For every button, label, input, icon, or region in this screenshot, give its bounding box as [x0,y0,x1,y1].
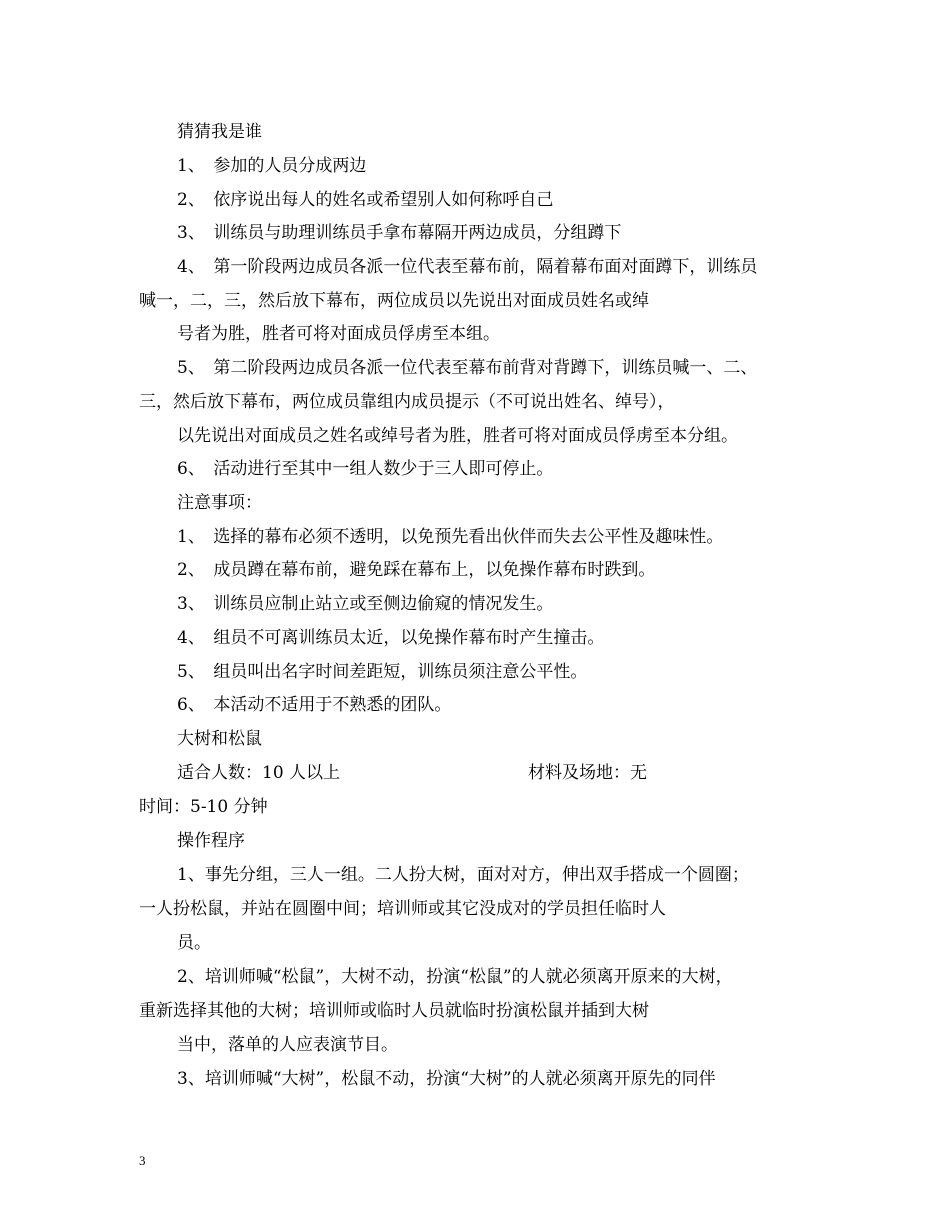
procedure-title: 操作程序 [177,831,245,851]
materials: 材料及场地：无 [528,763,647,783]
step-line: 以先说出对面成员之姓名或绰号者为胜，胜者可将对面成员俘虏至本分组。 [177,426,738,446]
procedure-line: 员。 [177,933,211,953]
procedure-line: 3、培训师喊“大树”，松鼠不动，扮演“大树”的人就必须离开原先的同伴 [177,1069,716,1089]
step-line: 2、 依序说出每人的姓名或希望别人如何称呼自己 [177,190,554,210]
note-line: 5、 组员叫出名字时间差距短，训练员须注意公平性。 [177,662,588,682]
step-line: 4、 第一阶段两边成员各派一位代表至幕布前，隔着幕布面对面蹲下，训练员 [177,257,758,277]
note-line: 2、 成员蹲在幕布前，避免踩在幕布上，以免操作幕布时跌到。 [177,560,656,580]
note-line: 4、 组员不可离训练员太近，以免操作幕布时产生撞击。 [177,628,605,648]
note-line: 1、 选择的幕布必须不透明，以免预先看出伙伴而失去公平性及趣味性。 [177,527,724,547]
people-count: 适合人数：10 人以上 [177,763,341,783]
duration: 时间：5-10 分钟 [139,797,268,817]
note-line: 6、 本活动不适用于不熟悉的团队。 [177,695,452,715]
page-number: 3 [139,1153,146,1168]
step-line: 6、 活动进行至其中一组人数少于三人即可停止。 [177,459,554,479]
step-line: 喊一，二，三，然后放下幕布，两位成员以先说出对面成员姓名或绰 [139,291,649,311]
step-line: 5、 第二阶段两边成员各派一位代表至幕布前背对背蹲下，训练员喊一、二、 [177,358,758,378]
section-title-guess-who: 猜猜我是谁 [177,122,262,142]
notes-title: 注意事项： [177,493,262,513]
procedure-line: 当中，落单的人应表演节目。 [177,1035,398,1055]
step-line: 1、 参加的人员分成两边 [177,156,367,176]
step-line: 号者为胜，胜者可将对面成员俘虏至本组。 [177,324,500,344]
procedure-line: 1、事先分组，三人一组。二人扮大树，面对对方，伸出双手搭成一个圆圈； [177,865,749,885]
procedure-line: 2、培训师喊“松鼠”，大树不动，扮演“松鼠”的人就必须离开原来的大树， [177,967,733,987]
procedure-line: 重新选择其他的大树；培训师或临时人员就临时扮演松鼠并插到大树 [139,1001,649,1021]
section-title-tree-squirrel: 大树和松鼠 [177,729,262,749]
procedure-line: 一人扮松鼠，并站在圆圈中间；培训师或其它没成对的学员担任临时人 [139,899,666,919]
step-line: 3、 训练员与助理训练员手拿布幕隔开两边成员，分组蹲下 [177,223,622,243]
step-line: 三，然后放下幕布，两位成员靠组内成员提示（不可说出姓名、绰号）， [139,392,675,412]
note-line: 3、 训练员应制止站立或至侧边偷窥的情况发生。 [177,594,554,614]
